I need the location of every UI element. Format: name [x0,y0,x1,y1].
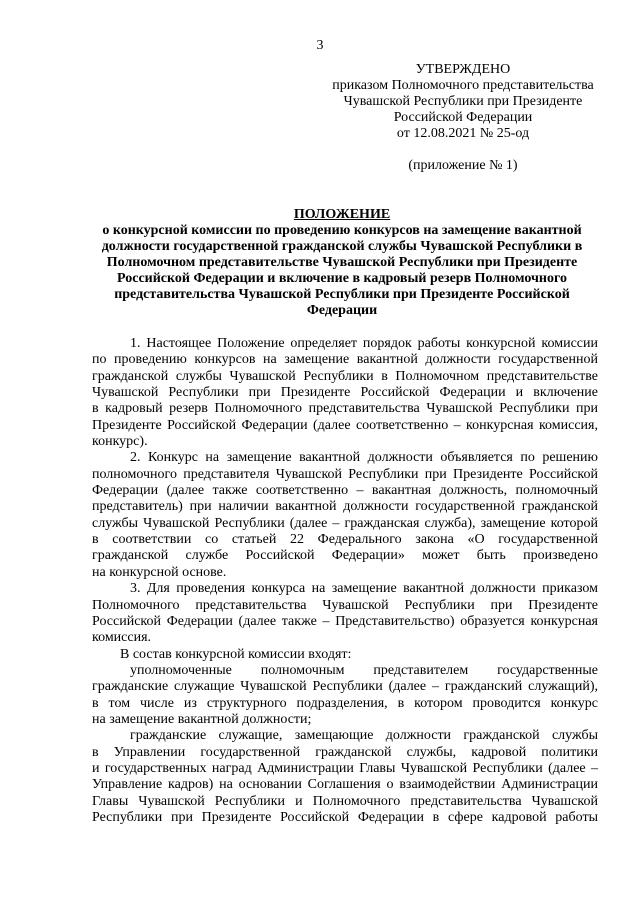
approval-line: от 12.08.2021 № 25-од [396,126,530,141]
paragraph [92,728,598,826]
paragraph-line: на замещение вакантной должности; [92,711,312,727]
paragraph-line: по проведению конкурсов на замещение вакантной должности государственной [92,352,598,368]
paragraph-line: на конкурсной основе. [92,564,227,580]
paragraph-line: гражданские служащие Чувашской Республики (далее – гражданский служащий), [92,679,598,695]
paragraph-line: Президенте Российской Федерации (далее соответственно – конкурсная комиссия, [92,417,598,433]
paragraph-line: Республики при Президенте Российской Федерации в сфере кадровой работы [92,809,598,825]
paragraph-line: полномочного представителя Чувашской Республики при Президенте Российской [92,466,598,482]
paragraph-line: Чувашской Республики при Президенте Российской Федерации и включение [92,385,598,401]
paragraph [92,581,598,646]
approval-block [318,62,608,142]
title-line: представительства Чувашской Республики при Президенте Российской [114,287,570,302]
document-title [92,207,592,319]
paragraph [92,450,598,581]
paragraph-line: службы Чувашской Республики (далее – гражданская служба), замещение которой [92,515,598,531]
appendix-note: (приложение № 1) [408,158,518,173]
title-heading: ПОЛОЖЕНИЕ [293,207,391,222]
paragraph [92,647,598,663]
paragraph [92,663,598,728]
approval-line: Российской Федерации [393,110,533,125]
title-line: должности государственной гражданской службы Чувашской Республики в [101,239,583,254]
paragraph-line: Главы Чувашской Республики и Полномочного представительства Чувашской [92,793,598,809]
paragraph-line: в Управлении государственной гражданской службы, кадровой политики [92,744,598,760]
paragraph-line: Полномочного представительства Чувашской Республики при Президенте [92,597,598,613]
paragraph-line: гражданской службы Чувашской Республики в Полномочном представительстве [92,368,598,384]
paragraph-line: в том числе из структурного подразделения, в котором проводится конкурс [92,695,598,711]
paragraph-line: 2. Конкурс на замещение вакантной должности объявляется по решению [130,450,598,466]
paragraph-line: Управление кадров) на основании Соглашения о взаимодействии Администрации [92,777,598,793]
paragraph-line: гражданской службе Российской Федерации» может быть произведено [92,548,598,564]
paragraph-line: уполномоченные полномочным представителем государственные [130,662,598,678]
title-line: о конкурсной комиссии по проведению конкурсов на замещение вакантной [102,223,582,238]
paragraph-line: комиссия. [92,630,152,646]
paragraph-line: В состав конкурсной комиссии входят: [120,646,352,662]
title-line: Полномочном представительстве Чувашской Республики при Президенте [106,255,578,270]
title-line: Федерации [306,303,378,318]
title-line: Российской Федерации и включение в кадровый резерв Полномочного [117,271,567,286]
approval-line: приказом Полномочного представительства [332,78,594,93]
paragraph-line: 3. Для проведения конкурса на замещение вакантной должности приказом [130,581,598,597]
paragraph-line: 1. Настоящее Положение определяет порядок работы конкурсной комиссии [130,336,598,351]
approval-line: Чувашской Республики при Президенте [343,94,583,109]
paragraph [92,336,598,450]
paragraph-line: в кадровый резерв Полномочного представительства Чувашской Республики при [92,401,598,417]
paragraph-line: и государственных наград Администрации Главы Чувашской Республики (далее – [92,760,598,776]
paragraph-line: представитель) при наличии вакантной должности государственной гражданской [92,499,598,515]
paragraph-line: в соответствии со статьей 22 Федерального закона «О государственной [92,532,598,548]
approval-line: УТВЕРЖДЕНО [415,62,511,77]
page-number: 3 [316,38,324,53]
paragraph-line: конкурс). [92,434,148,450]
document-body [92,336,598,826]
paragraph-line: Российской Федерации (далее также – Представительство) образуется конкурсная [92,613,598,629]
paragraph-line: гражданские служащие, замещающие должности гражданской службы [130,728,598,744]
paragraph-line: Федерации (далее также соответственно – вакантная должность, полномочный [92,483,598,499]
